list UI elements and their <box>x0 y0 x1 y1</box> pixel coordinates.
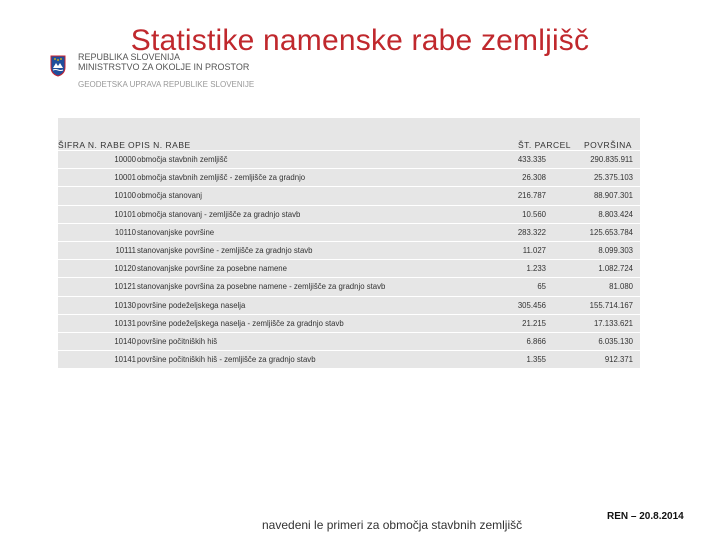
table-row <box>58 150 640 168</box>
row-area: 81.080 <box>609 282 633 292</box>
row-code: 10131 <box>114 318 136 328</box>
row-parcels: 26.308 <box>522 173 546 183</box>
row-description: stanovanjske površina za posebne namene - zemljišče za gradnjo stavb <box>137 282 386 292</box>
header-area: POVRŠINA <box>584 140 632 150</box>
land-use-table <box>58 118 640 368</box>
row-parcels: 21.215 <box>522 318 546 328</box>
row-area: 25.375.103 <box>593 173 633 183</box>
table-row <box>58 350 640 368</box>
row-description: stanovanjske površine - zemljišče za gradnjo stavb <box>137 245 313 255</box>
row-parcels: 1.233 <box>526 264 546 274</box>
row-parcels: 216.787 <box>517 191 546 201</box>
row-code: 10111 <box>115 245 136 255</box>
row-area: 8.803.424 <box>598 209 633 219</box>
table-row <box>58 277 640 295</box>
row-parcels: 65 <box>537 282 546 292</box>
row-description: stanovanjske površine <box>137 227 215 237</box>
table-row <box>58 314 640 332</box>
row-description: površine počitniških hiš - zemljišče za gradnjo stavb <box>137 355 316 365</box>
row-code: 10141 <box>114 355 136 365</box>
row-area: 8.099.303 <box>598 245 633 255</box>
row-parcels: 10.560 <box>522 209 546 219</box>
organization-name <box>78 52 254 90</box>
row-code: 10140 <box>114 336 136 346</box>
table-row <box>58 296 640 314</box>
row-area: 17.133.621 <box>593 318 633 328</box>
row-description: območja stavbnih zemljišč <box>137 155 228 164</box>
table-row <box>58 332 640 350</box>
org-line-3: GEODETSKA UPRAVA REPUBLIKE SLOVENIJE <box>78 80 255 89</box>
row-parcels: 11.027 <box>522 245 546 255</box>
row-description: površine podeželjskega naselja - zemljišče za gradnjo stavb <box>137 318 344 328</box>
row-description: območja stavbnih zemljišč - zemljišče za gradnjo <box>137 173 306 183</box>
header-description: OPIS N. RABE <box>128 140 191 150</box>
table-row <box>58 223 640 241</box>
row-code: 10000 <box>114 155 136 164</box>
table-header <box>58 118 640 150</box>
row-code: 10001 <box>114 173 136 183</box>
header-code: ŠIFRA N. RABE <box>58 140 126 150</box>
row-area: 6.035.130 <box>598 336 633 346</box>
row-code: 10100 <box>114 191 136 201</box>
row-area: 1.082.724 <box>598 264 633 274</box>
row-description: območja stanovanj - zemljišče za gradnjo stavb <box>137 209 301 219</box>
row-code: 10121 <box>114 282 136 292</box>
table-row <box>58 241 640 259</box>
row-parcels: 283.322 <box>517 227 546 237</box>
footnote: navedeni le primeri za območja stavbnih zemljišč <box>262 518 523 532</box>
row-area: 88.907.301 <box>593 191 633 201</box>
header-parcels: ŠT. PARCEL <box>518 140 572 150</box>
table-row <box>58 168 640 186</box>
row-description: območja stanovanj <box>137 191 203 201</box>
org-line-1: REPUBLIKA SLOVENIJA <box>78 52 181 62</box>
row-code: 10101 <box>114 209 136 219</box>
row-code: 10120 <box>114 264 136 274</box>
row-description: površine počitniških hiš <box>137 336 218 346</box>
slovenian-coat-of-arms-icon <box>50 55 66 77</box>
row-parcels: 433.335 <box>517 155 546 164</box>
table-row <box>58 186 640 204</box>
row-area: 290.835.911 <box>590 155 633 164</box>
table-row <box>58 205 640 223</box>
table-row <box>58 259 640 277</box>
row-parcels: 6.866 <box>526 336 546 346</box>
row-parcels: 305.456 <box>517 300 546 310</box>
row-description: stanovanjske površine za posebne namene <box>137 264 287 274</box>
footer-date: REN – 20.8.2014 <box>607 511 684 522</box>
row-description: površine podeželjskega naselja <box>137 300 246 310</box>
row-parcels: 1.355 <box>526 355 546 365</box>
org-line-2: MINISTRSTVO ZA OKOLJE IN PROSTOR <box>78 62 250 72</box>
row-code: 10110 <box>114 227 136 237</box>
row-area: 155.714.167 <box>589 300 633 310</box>
row-area: 912.371 <box>604 355 633 365</box>
row-code: 10130 <box>114 300 136 310</box>
slide-title: Statistike namenske rabe zemljišč <box>130 24 590 57</box>
row-area: 125.653.784 <box>589 227 633 237</box>
